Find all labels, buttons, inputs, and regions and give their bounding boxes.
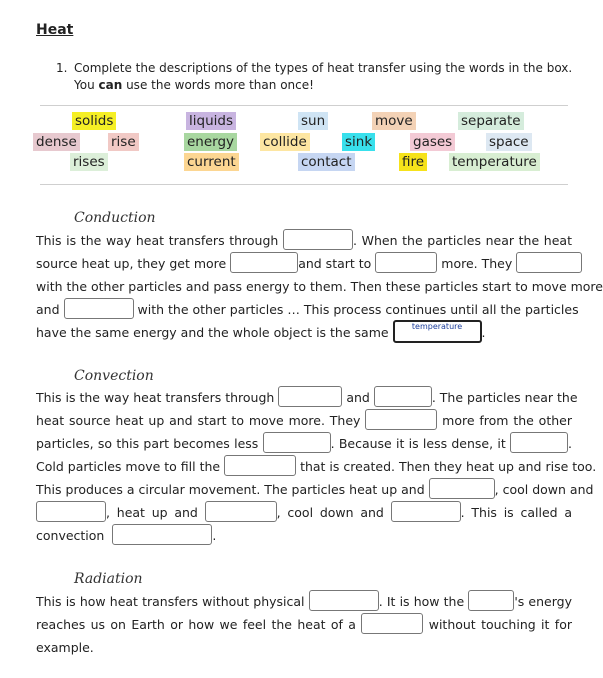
instruction-text-part: use the words more than once! <box>122 78 314 92</box>
word-chip[interactable]: sun <box>298 112 328 130</box>
text-fragment: . <box>378 594 383 609</box>
answer-blank[interactable] <box>230 252 298 273</box>
word-chip[interactable]: space <box>486 133 532 151</box>
text-fragment: reaches us on Earth or how we feel the heat of a <box>36 617 356 632</box>
word-chip[interactable]: contact <box>298 153 355 171</box>
answer-blank[interactable] <box>510 432 568 453</box>
text-fragment: . <box>568 436 572 451</box>
text-fragment: source heat up, they get more <box>36 256 227 271</box>
answer-blank[interactable] <box>365 409 437 430</box>
word-chip[interactable]: liquids <box>186 112 236 130</box>
answer-blank[interactable] <box>429 478 495 499</box>
conduction-heading: Conduction <box>74 210 156 226</box>
text-fragment: and start to <box>298 256 372 271</box>
instruction-text-part: Complete the descriptions of the types of heat transfer using the words in the box. You <box>74 61 573 92</box>
word-bank-bottom-rule <box>40 184 568 185</box>
text-fragment: and <box>346 390 370 405</box>
word-chip[interactable]: fire <box>399 153 427 171</box>
question-number: 1. <box>56 61 68 75</box>
text-fragment: This is the way heat transfers through <box>36 390 275 405</box>
text-fragment: This is the way heat transfers through <box>36 233 279 248</box>
answer-blank[interactable] <box>375 252 437 273</box>
conduction-line <box>36 252 572 275</box>
word-chip[interactable]: temperature <box>449 153 540 171</box>
text-fragment: convection <box>36 528 105 543</box>
word-chip[interactable]: sink <box>342 133 375 151</box>
answer-blank[interactable] <box>64 298 134 319</box>
answer-blank[interactable] <box>361 613 423 634</box>
answer-input-filled[interactable]: temperature <box>393 320 482 343</box>
radiation-line <box>36 613 572 636</box>
text-fragment: This produces a circular movement. The particles heat up and <box>36 482 425 497</box>
answer-blank[interactable] <box>516 252 582 273</box>
answer-blank[interactable] <box>374 386 432 407</box>
answer-blank[interactable] <box>112 524 212 545</box>
text-fragment: Cold particles move to fill the <box>36 459 221 474</box>
convection-line <box>36 478 594 501</box>
convection-line <box>36 432 572 455</box>
text-fragment: . <box>330 436 335 451</box>
answer-blank[interactable] <box>283 229 353 250</box>
word-chip[interactable]: collide <box>260 133 310 151</box>
word-chip[interactable]: solids <box>72 112 116 130</box>
answer-blank[interactable] <box>309 590 379 611</box>
convection-heading: Convection <box>74 368 154 384</box>
text-fragment: . <box>431 390 436 405</box>
text-fragment: with the other particles … This process continues until all the particles <box>137 302 579 317</box>
radiation-line <box>36 590 572 613</box>
text-fragment: without touching it for <box>428 617 572 632</box>
conduction-line <box>36 229 572 252</box>
answer-blank[interactable] <box>278 386 342 407</box>
text-fragment: The particles near the <box>439 390 578 405</box>
answer-blank[interactable] <box>391 501 461 522</box>
conduction-line <box>36 298 579 321</box>
text-fragment: Because it is less dense, it <box>338 436 506 451</box>
text-fragment: and <box>36 302 60 317</box>
text-fragment: that is created. Then they heat up and rise too. <box>300 459 597 474</box>
word-chip[interactable]: separate <box>458 112 524 130</box>
answer-blank[interactable] <box>205 501 277 522</box>
text-fragment: . <box>352 233 357 248</box>
text-fragment: , <box>494 482 499 497</box>
word-chip[interactable]: move <box>372 112 416 130</box>
word-bank-top-rule <box>40 105 568 106</box>
conduction-line: with the other particles and pass energy to them. Then these particles start to move more <box>36 279 603 294</box>
instruction-text <box>74 60 579 94</box>
text-fragment: 's energy <box>514 594 572 609</box>
convection-line <box>36 455 597 478</box>
word-chip[interactable]: dense <box>33 133 80 151</box>
answer-blank[interactable] <box>263 432 331 453</box>
text-fragment: . <box>212 528 217 543</box>
word-chip[interactable]: current <box>184 153 239 171</box>
word-chip[interactable]: energy <box>184 133 237 151</box>
text-fragment: This is how heat transfers without physical <box>36 594 305 609</box>
text-fragment: . <box>460 505 465 520</box>
text-fragment: , <box>276 505 281 520</box>
answer-blank[interactable] <box>224 455 296 476</box>
instruction-emphasis: can <box>98 78 123 92</box>
convection-line <box>36 501 572 524</box>
convection-line <box>36 409 572 432</box>
word-chip[interactable]: gases <box>410 133 455 151</box>
convection-line <box>36 386 578 409</box>
text-fragment: heat source heat up and start to move more. They <box>36 413 361 428</box>
text-fragment: It is how the <box>386 594 465 609</box>
text-fragment: heat up and <box>116 505 198 520</box>
convection-line <box>36 524 572 547</box>
text-fragment: This is called a <box>471 505 572 520</box>
word-chip[interactable]: rises <box>70 153 108 171</box>
conduction-line <box>36 321 572 344</box>
text-fragment: . <box>481 325 486 340</box>
text-fragment: particles, so this part becomes less <box>36 436 259 451</box>
text-fragment: more. They <box>441 256 513 271</box>
radiation-heading: Radiation <box>74 571 143 587</box>
text-fragment: When the particles near the heat <box>361 233 572 248</box>
text-fragment: cool down and <box>287 505 384 520</box>
text-fragment: cool down and <box>502 482 594 497</box>
answer-blank[interactable] <box>36 501 106 522</box>
page-title: Heat <box>36 22 74 38</box>
word-chip[interactable]: rise <box>108 133 139 151</box>
text-fragment: , <box>106 505 110 520</box>
text-fragment: more from the other <box>442 413 572 428</box>
text-fragment: have the same energy and the whole object is the same <box>36 325 389 340</box>
radiation-line: example. <box>36 640 94 655</box>
answer-blank[interactable] <box>468 590 514 611</box>
